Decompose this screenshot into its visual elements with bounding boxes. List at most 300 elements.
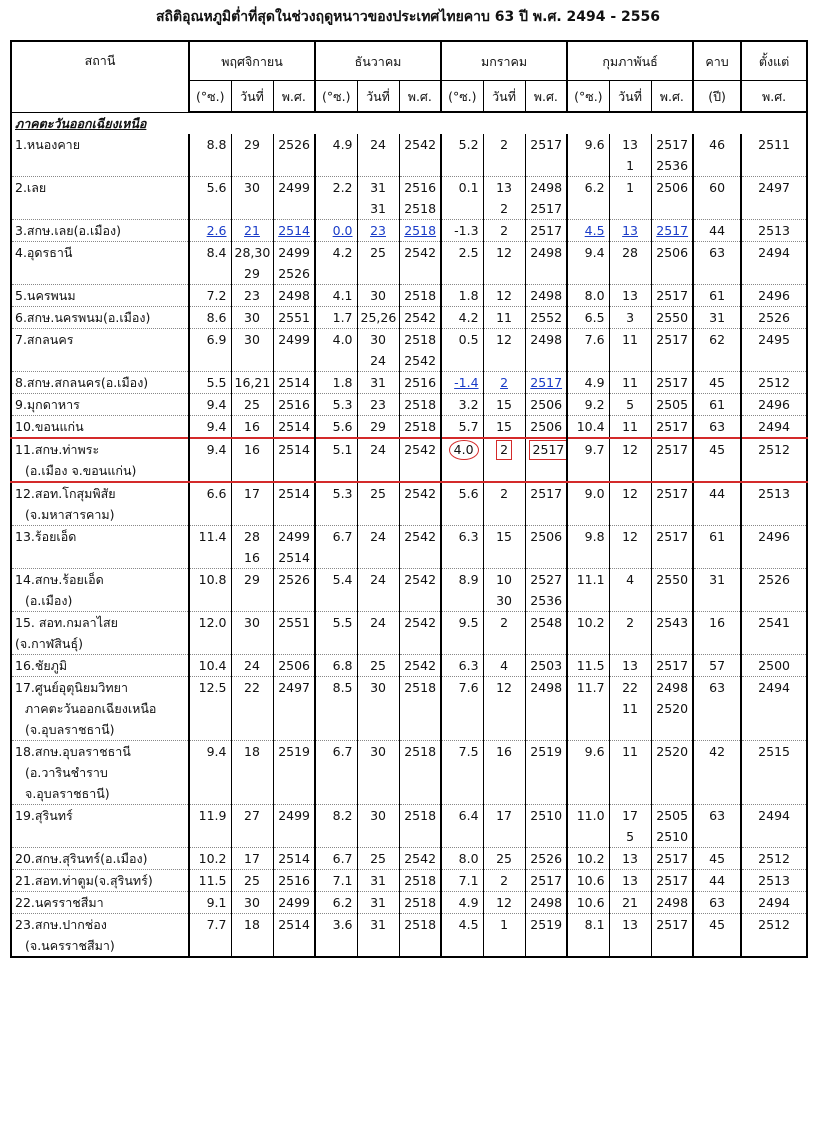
- cell-value: 2498: [656, 680, 689, 695]
- cell-value: 10: [496, 572, 512, 587]
- table-row: [11, 372, 807, 394]
- cell-value: 5: [626, 829, 635, 844]
- cell-value: 2498: [530, 332, 563, 347]
- month-header-nov: พฤศจิกายน: [189, 41, 315, 81]
- feb-temp: [567, 655, 609, 677]
- cell-value: 12: [622, 529, 639, 544]
- cell-value: 4.9: [458, 895, 479, 910]
- station-name: [11, 526, 189, 569]
- period-value: 63: [693, 892, 741, 914]
- station-name: [11, 394, 189, 416]
- feb-temp: [567, 242, 609, 285]
- dec-temp: [315, 848, 357, 870]
- cell-value: 2: [626, 615, 635, 630]
- station-name: [11, 416, 189, 439]
- nov-day: [231, 394, 273, 416]
- cell-value[interactable]: -1.4: [454, 375, 479, 390]
- cell-value: 4.9: [332, 137, 353, 152]
- jan-day: [483, 612, 525, 655]
- jan-year: [525, 394, 567, 416]
- jan-temp: [441, 848, 483, 870]
- table-row: [11, 569, 807, 612]
- dec-year: [399, 394, 441, 416]
- period-value: 63: [693, 805, 741, 848]
- jan-temp: [441, 394, 483, 416]
- dec-day: [357, 285, 399, 307]
- jan-temp: [441, 285, 483, 307]
- dec-day: [357, 892, 399, 914]
- feb-day: [609, 329, 651, 372]
- subheader-nov-day: วันที่: [231, 81, 273, 113]
- table-row: [11, 526, 807, 569]
- nov-day: [231, 438, 273, 482]
- dec-day: [357, 569, 399, 612]
- cell-value[interactable]: 2: [500, 375, 509, 390]
- dec-temp: [315, 677, 357, 741]
- cell-value: 22: [244, 680, 260, 695]
- since-value: 2497: [741, 177, 807, 220]
- subheader-dec-day: วันที่: [357, 81, 399, 113]
- nov-year: [273, 220, 315, 242]
- cell-value: 24: [370, 529, 386, 544]
- dec-day: [357, 242, 399, 285]
- cell-value: 8.5: [332, 680, 353, 695]
- cell-value: 2548: [530, 615, 563, 630]
- cell-value: 25: [370, 658, 386, 673]
- jan-year: [525, 805, 567, 848]
- since-value: 2494: [741, 892, 807, 914]
- feb-year: [651, 805, 693, 848]
- station-name: [11, 612, 189, 655]
- cell-value[interactable]: 2517: [530, 375, 563, 390]
- cell-value: 1.7: [332, 310, 353, 325]
- feb-year: [651, 394, 693, 416]
- since-value: 2513: [741, 482, 807, 526]
- cell-value: 10.6: [576, 873, 605, 888]
- cell-value: 4.0: [449, 440, 479, 460]
- cell-value: 2518: [404, 397, 437, 412]
- jan-year: [525, 870, 567, 892]
- station-name: [11, 285, 189, 307]
- cell-value: 2517: [656, 851, 689, 866]
- station-name: [11, 372, 189, 394]
- nov-temp: [189, 177, 231, 220]
- dec-temp: [315, 569, 357, 612]
- cell-value: 22: [622, 680, 639, 695]
- cell-value: 2499: [278, 529, 311, 544]
- cell-value: 2518: [404, 680, 437, 695]
- nov-temp: [189, 416, 231, 439]
- dec-day: [357, 482, 399, 526]
- cell-value: 2498: [656, 895, 689, 910]
- cell-value: 17: [496, 808, 512, 823]
- cell-value: 10.6: [576, 895, 605, 910]
- cell-value: 4.9: [584, 375, 605, 390]
- nov-temp: [189, 307, 231, 329]
- feb-temp: [567, 569, 609, 612]
- nov-year: [273, 526, 315, 569]
- cell-value: 2516: [278, 873, 311, 888]
- cell-value[interactable]: 2517: [656, 223, 689, 238]
- cell-value: 30: [370, 288, 386, 303]
- cell-value: 16: [244, 550, 260, 565]
- cell-value: 29: [370, 419, 386, 434]
- jan-day: [483, 177, 525, 220]
- cell-value: 2517: [530, 873, 563, 888]
- dec-year: [399, 307, 441, 329]
- cell-value: 2499: [278, 895, 311, 910]
- dec-temp: [315, 655, 357, 677]
- jan-temp: [441, 482, 483, 526]
- dec-day: [357, 655, 399, 677]
- nov-day: [231, 914, 273, 958]
- station-name-line: 17.ศูนย์อุตุนิยมวิทยา: [15, 680, 129, 695]
- cell-value: 9.7: [584, 442, 605, 457]
- cell-value: 5.7: [458, 419, 479, 434]
- feb-day: [609, 677, 651, 741]
- cell-value: 25: [244, 397, 260, 412]
- dec-day: [357, 134, 399, 177]
- station-name-line: 8.สกษ.สกลนคร(อ.เมือง): [15, 375, 149, 390]
- feb-temp: [567, 677, 609, 741]
- cell-value: 2: [500, 615, 509, 630]
- station-name-line: 11.สกษ.ท่าพระ: [15, 442, 100, 457]
- feb-temp: [567, 394, 609, 416]
- nov-day: [231, 307, 273, 329]
- feb-day: [609, 914, 651, 958]
- dec-day: [357, 805, 399, 848]
- nov-temp: [189, 482, 231, 526]
- cell-value: 2542: [404, 572, 437, 587]
- cell-value[interactable]: 23: [370, 223, 386, 238]
- since-value: 2494: [741, 805, 807, 848]
- cell-value: 12: [496, 680, 512, 695]
- cell-value: 6.3: [458, 529, 479, 544]
- period-value: 31: [693, 569, 741, 612]
- feb-day: [609, 870, 651, 892]
- cell-value: 12: [496, 288, 512, 303]
- cell-value: 15: [496, 419, 512, 434]
- nov-year: [273, 848, 315, 870]
- since-header: ตั้งแต่: [741, 41, 807, 81]
- cell-value[interactable]: 21: [244, 223, 260, 238]
- feb-year: [651, 242, 693, 285]
- station-name-line: (จ.มหาสารคาม): [25, 507, 115, 522]
- period-value: 62: [693, 329, 741, 372]
- cell-value: 2498: [278, 288, 311, 303]
- jan-year: [525, 655, 567, 677]
- cell-value: 5.5: [206, 375, 227, 390]
- feb-day: [609, 741, 651, 805]
- cell-value: 13: [622, 917, 639, 932]
- feb-day: [609, 655, 651, 677]
- cell-value: 2516: [404, 375, 437, 390]
- dec-day: [357, 438, 399, 482]
- feb-temp: [567, 416, 609, 439]
- nov-year: [273, 741, 315, 805]
- cell-value: 31: [370, 917, 386, 932]
- subheader-jan-temp: (°ซ.): [441, 81, 483, 113]
- cell-value: 7.5: [458, 744, 479, 759]
- jan-year: [525, 892, 567, 914]
- feb-year: [651, 220, 693, 242]
- cell-value: 2506: [530, 529, 563, 544]
- nov-day: [231, 372, 273, 394]
- period-value: 61: [693, 394, 741, 416]
- table-row: [11, 329, 807, 372]
- period-value: 63: [693, 416, 741, 439]
- jan-temp: [441, 741, 483, 805]
- cell-value: 30: [244, 310, 260, 325]
- nov-year: [273, 372, 315, 394]
- cell-value: 1: [500, 917, 509, 932]
- cell-value: 2517: [529, 440, 568, 460]
- cell-value[interactable]: 4.5: [584, 223, 605, 238]
- nov-year: [273, 914, 315, 958]
- table-row: [11, 848, 807, 870]
- jan-temp: [441, 177, 483, 220]
- station-name: [11, 892, 189, 914]
- station-name-line: ภาคตะวันออกเฉียงเหนือ: [25, 701, 157, 716]
- cell-value: 2514: [278, 851, 311, 866]
- cell-value: 12: [622, 486, 639, 501]
- feb-temp: [567, 892, 609, 914]
- jan-day: [483, 285, 525, 307]
- station-name-line: 21.สอท.ท่าตูม(จ.สุรินทร์): [15, 873, 153, 888]
- cell-value: 2550: [656, 572, 689, 587]
- cell-value: 30: [244, 615, 260, 630]
- nov-day: [231, 329, 273, 372]
- cell-value: 25: [370, 486, 386, 501]
- dec-year: [399, 285, 441, 307]
- cell-value: 31: [370, 873, 386, 888]
- station-name: [11, 741, 189, 805]
- dec-year: [399, 612, 441, 655]
- station-name: [11, 870, 189, 892]
- nov-day: [231, 569, 273, 612]
- cell-value: 3.6: [332, 917, 353, 932]
- nov-year: [273, 134, 315, 177]
- cell-value: 8.8: [206, 137, 227, 152]
- dec-day: [357, 220, 399, 242]
- cell-value[interactable]: 2514: [278, 223, 311, 238]
- dec-year: [399, 655, 441, 677]
- cell-value: 2517: [656, 486, 689, 501]
- jan-temp: [441, 805, 483, 848]
- cell-value: 15: [496, 397, 512, 412]
- cell-value: 5: [626, 397, 635, 412]
- month-header-jan: มกราคม: [441, 41, 567, 81]
- nov-year: [273, 329, 315, 372]
- dec-day: [357, 914, 399, 958]
- jan-year: [525, 482, 567, 526]
- dec-temp: [315, 134, 357, 177]
- cell-value: 21: [622, 895, 639, 910]
- period-value: 16: [693, 612, 741, 655]
- cell-value: 11.7: [576, 680, 605, 695]
- cell-value: 2517: [656, 442, 689, 457]
- cell-value: 5.5: [332, 615, 353, 630]
- cell-value[interactable]: 2518: [404, 223, 437, 238]
- cell-value: 2542: [404, 529, 437, 544]
- dec-temp: [315, 482, 357, 526]
- subheader-since: พ.ศ.: [741, 81, 807, 113]
- dec-year: [399, 870, 441, 892]
- nov-day: [231, 848, 273, 870]
- subheader-dec-temp: (°ซ.): [315, 81, 357, 113]
- dec-temp: [315, 612, 357, 655]
- nov-temp: [189, 394, 231, 416]
- cell-value: 2542: [404, 851, 437, 866]
- cell-value: 2514: [278, 442, 311, 457]
- table-row: [11, 307, 807, 329]
- cell-value: 2: [500, 201, 509, 216]
- dec-year: [399, 134, 441, 177]
- feb-day: [609, 285, 651, 307]
- nov-temp: [189, 892, 231, 914]
- cell-value: 3.2: [458, 397, 479, 412]
- jan-temp: [441, 329, 483, 372]
- cell-value[interactable]: 2.6: [206, 223, 227, 238]
- station-name: [11, 805, 189, 848]
- jan-temp: [441, 655, 483, 677]
- table-row: [11, 438, 807, 482]
- table-row: [11, 677, 807, 741]
- dec-day: [357, 372, 399, 394]
- feb-year: [651, 134, 693, 177]
- table-row: [11, 914, 807, 958]
- cell-value: 2498: [530, 180, 563, 195]
- jan-year: [525, 220, 567, 242]
- cell-value: 2514: [278, 375, 311, 390]
- station-name-line: 18.สกษ.อุบลราชธานี: [15, 744, 131, 759]
- dec-temp: [315, 307, 357, 329]
- feb-year: [651, 655, 693, 677]
- cell-value: 2505: [656, 397, 689, 412]
- cell-value: 2506: [656, 245, 689, 260]
- jan-day: [483, 569, 525, 612]
- feb-year: [651, 677, 693, 741]
- feb-year: [651, 848, 693, 870]
- cell-value[interactable]: 0.0: [332, 223, 353, 238]
- cell-value: 25: [370, 851, 386, 866]
- cell-value: 2517: [656, 873, 689, 888]
- feb-day: [609, 848, 651, 870]
- period-value: 31: [693, 307, 741, 329]
- cell-value: 9.4: [206, 744, 227, 759]
- dec-day: [357, 416, 399, 439]
- cell-value: 9.4: [206, 442, 227, 457]
- feb-year: [651, 526, 693, 569]
- cell-value: 2506: [278, 658, 311, 673]
- nov-year: [273, 177, 315, 220]
- cell-value: 25,26: [360, 310, 397, 325]
- dec-day: [357, 307, 399, 329]
- period-value: 63: [693, 677, 741, 741]
- dec-temp: [315, 805, 357, 848]
- cell-value: 2552: [530, 310, 563, 325]
- station-name-line: 12.สอท.โกสุมพิสัย: [15, 486, 116, 501]
- cell-value: 2542: [404, 245, 437, 260]
- dec-temp: [315, 892, 357, 914]
- cell-value: 5.2: [458, 137, 479, 152]
- feb-temp: [567, 914, 609, 958]
- subheader-period: (ปี): [693, 81, 741, 113]
- cell-value: 2: [500, 137, 509, 152]
- cell-value: 2497: [278, 680, 311, 695]
- dec-year: [399, 438, 441, 482]
- cell-value[interactable]: 13: [622, 223, 639, 238]
- feb-temp: [567, 285, 609, 307]
- cell-value: 2517: [530, 223, 563, 238]
- jan-day: [483, 394, 525, 416]
- jan-day: [483, 416, 525, 439]
- dec-year: [399, 741, 441, 805]
- cell-value: 11.5: [576, 658, 605, 673]
- jan-temp: [441, 372, 483, 394]
- dec-year: [399, 220, 441, 242]
- cell-value: 6.5: [584, 310, 605, 325]
- cell-value: 29: [244, 137, 260, 152]
- station-name-line: (อ.เมือง จ.ขอนแก่น): [25, 463, 137, 478]
- cell-value: 5.6: [332, 419, 353, 434]
- cell-value: 30: [244, 332, 260, 347]
- feb-day: [609, 134, 651, 177]
- dec-year: [399, 526, 441, 569]
- period-value: 45: [693, 438, 741, 482]
- feb-year: [651, 177, 693, 220]
- cell-value: 5.6: [458, 486, 479, 501]
- cell-value: 2: [500, 486, 509, 501]
- dec-day: [357, 677, 399, 741]
- table-row: [11, 870, 807, 892]
- cell-value: 2542: [404, 137, 437, 152]
- jan-year: [525, 526, 567, 569]
- cell-value: 2517: [530, 137, 563, 152]
- cell-value: 7.7: [206, 917, 227, 932]
- feb-year: [651, 741, 693, 805]
- cell-value: 10.4: [198, 658, 227, 673]
- station-name-line: (จ.อุบลราชธานี): [25, 722, 115, 737]
- since-value: 2494: [741, 416, 807, 439]
- cell-value: 2551: [278, 615, 311, 630]
- jan-year: [525, 612, 567, 655]
- table-row: [11, 394, 807, 416]
- feb-temp: [567, 177, 609, 220]
- cell-value: 7.1: [332, 873, 353, 888]
- since-value: 2512: [741, 438, 807, 482]
- cell-value: 2510: [530, 808, 563, 823]
- station-name-line: (อ.วารินชำราบ: [25, 765, 108, 780]
- nov-year: [273, 242, 315, 285]
- cell-value: 0.1: [458, 180, 479, 195]
- feb-year: [651, 482, 693, 526]
- cell-value: 9.4: [584, 245, 605, 260]
- cell-value: 2499: [278, 180, 311, 195]
- cell-value: 10.2: [198, 851, 227, 866]
- cell-value: 2506: [656, 180, 689, 195]
- subheader-dec-year: พ.ศ.: [399, 81, 441, 113]
- cell-value: 10.2: [576, 851, 605, 866]
- cell-value: -1.3: [454, 223, 479, 238]
- cell-value: 4.2: [332, 245, 353, 260]
- jan-temp: [441, 307, 483, 329]
- dec-year: [399, 914, 441, 958]
- cell-value: 30: [244, 180, 260, 195]
- cell-value: 24: [370, 615, 386, 630]
- since-value: 2496: [741, 394, 807, 416]
- cell-value: 4.0: [332, 332, 353, 347]
